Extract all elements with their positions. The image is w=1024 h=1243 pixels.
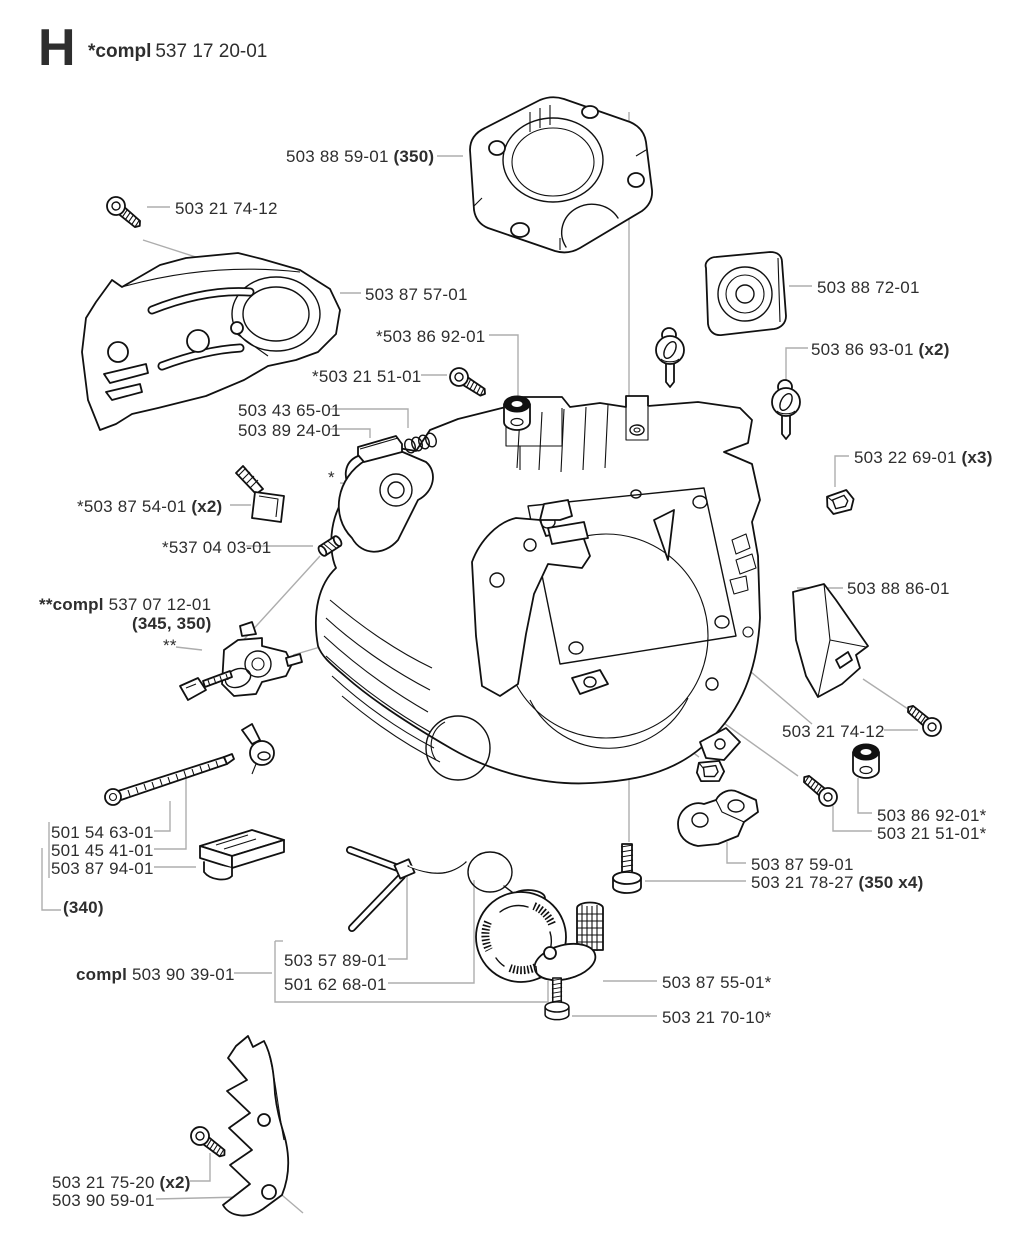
vent-key-1-drawing — [656, 328, 684, 387]
label-bracket: 503 87 59-01 — [751, 855, 854, 874]
bracket-drawing — [678, 790, 758, 846]
label-cylinder-base: 503 88 59-01 (350) — [286, 147, 435, 166]
cylinder-screw-drawing — [613, 844, 641, 893]
screw-mid-drawing — [447, 365, 490, 402]
label-clips: 503 22 69-01 (x3) — [854, 448, 993, 467]
label-screw-mid: *503 21 51-01 — [312, 367, 422, 386]
label-vent-keys: 503 86 93-01 (x2) — [811, 340, 950, 359]
label-model-340: (340) — [63, 898, 104, 917]
adjuster-rod-drawing — [105, 754, 234, 805]
clip-1-drawing — [825, 489, 855, 515]
label-screw-right: 503 21 74-12 — [782, 722, 885, 741]
label-vent-hose: 503 57 89-01 — [284, 951, 387, 970]
clip-2-drawing — [696, 759, 725, 784]
label-screw-bottom: 503 21 70-10* — [662, 1008, 772, 1027]
screw-lower-right-drawing — [798, 770, 840, 810]
label-cylinder-screws: 503 21 78-27 (350 x4) — [751, 873, 924, 892]
label-adjuster-pin: 501 45 41-01 — [51, 841, 154, 860]
label-case-marker: * — [328, 468, 335, 487]
square-bolt-drawing — [236, 466, 284, 522]
screw-right-drawing — [902, 700, 944, 740]
label-seal-plate: 503 88 72-01 — [817, 278, 920, 297]
label-oil-pump: **compl 537 07 12-01 — [39, 595, 212, 614]
label-key-bar: 503 43 65-01 — [238, 401, 341, 420]
label-fuel-cap-assembly: compl 503 90 39-01 — [76, 965, 235, 984]
label-fuel-cap: 501 62 68-01 — [284, 975, 387, 994]
adjuster-pin-drawing — [242, 724, 274, 774]
label-square-bolt: *503 87 54-01 (x2) — [77, 497, 223, 516]
tensioner-drawing — [200, 830, 284, 879]
label-adjuster-rod: 501 54 63-01 — [51, 823, 154, 842]
bumper-spike-drawing — [223, 1036, 288, 1216]
sleeve-lower-drawing — [853, 744, 879, 778]
label-sleeve-lower: 503 86 92-01* — [877, 806, 987, 825]
label-screw-lower-right: 503 21 51-01* — [877, 824, 987, 843]
label-sleeve-upper: *503 86 92-01 — [376, 327, 486, 346]
label-tensioner: 503 87 94-01 — [51, 859, 154, 878]
cylinder-base-drawing — [470, 97, 652, 252]
spike-screw-drawing — [187, 1123, 230, 1162]
label-dowel-pin: *537 04 03-01 — [162, 538, 272, 557]
seal-plate-drawing — [706, 252, 786, 335]
sleeve-upper-drawing — [504, 396, 530, 430]
label-bumper-spike: 503 90 59-01 — [52, 1191, 155, 1210]
label-side-plate: 503 87 57-01 — [365, 285, 468, 304]
label-spring-pin: 503 89 24-01 — [238, 421, 341, 440]
label-spike-screws: 503 21 75-20 (x2) — [52, 1173, 191, 1192]
label-oil-pump-models: (345, 350) — [132, 614, 212, 633]
section-letter: H — [38, 19, 77, 77]
label-screw-top-left: 503 21 74-12 — [175, 199, 278, 218]
page-title: *compl 537 17 20-01 — [88, 41, 268, 62]
label-oil-pump-marker: ** — [163, 636, 177, 655]
vent-key-2-drawing — [772, 380, 800, 439]
screw-top-left-drawing — [103, 193, 145, 233]
baffle-drawing — [793, 584, 868, 697]
label-grommet: 503 87 55-01* — [662, 973, 772, 992]
label-baffle: 503 88 86-01 — [847, 579, 950, 598]
